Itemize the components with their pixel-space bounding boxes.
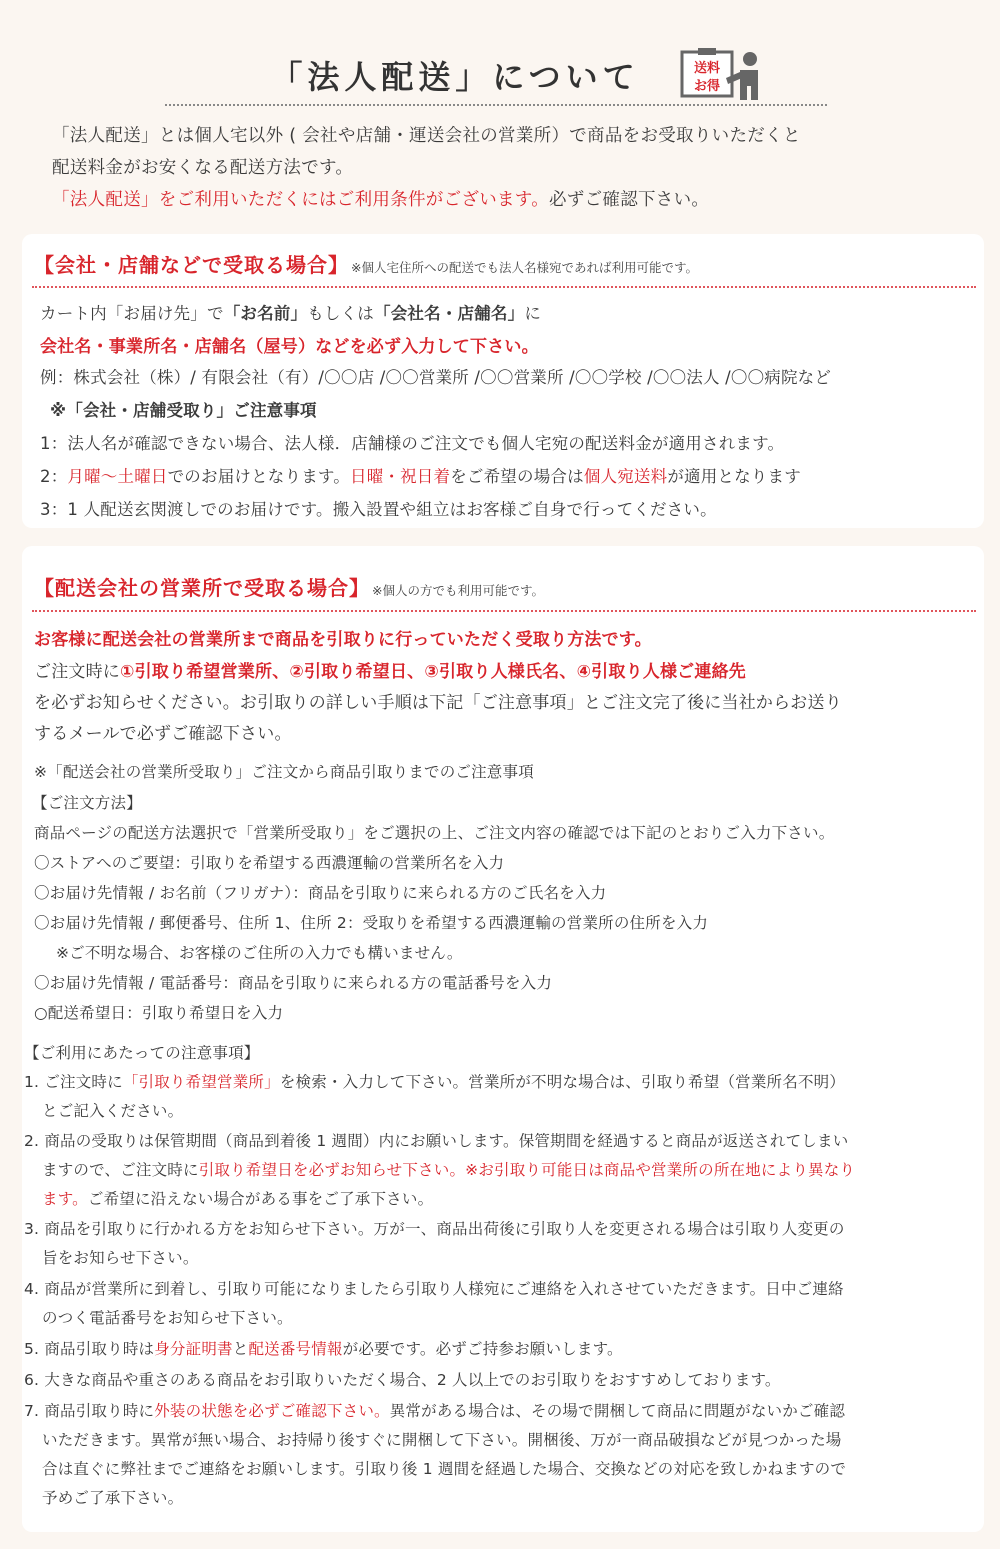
usage-note-2-cont bbox=[42, 1158, 855, 1180]
usage-note-2: 2. 商品の受取りは保管期間（商品到着後 1 週間）内にお願いします。保管期間を経過すると商品が返送されてしまい bbox=[24, 1132, 849, 1150]
company-store-section bbox=[22, 234, 984, 528]
company-field-label: 「会社名・店舗名」 bbox=[374, 304, 525, 323]
text: を検索・入力して下さい。営業所が不明な場合は、引取り希望（営業所名不明） bbox=[279, 1073, 846, 1091]
section-title: 【会社・店舗などで受取る場合】 bbox=[34, 253, 349, 277]
section-note: ※個人の方でも利用可能です。 bbox=[372, 583, 544, 598]
usage-note-1 bbox=[24, 1070, 845, 1092]
order-method-item: ○配送希望日：引取り希望日を入力 bbox=[34, 1004, 284, 1022]
text: でのお届けとなります。 bbox=[167, 467, 350, 486]
section-divider bbox=[32, 286, 976, 288]
usage-note-1-cont: とご記入ください。 bbox=[42, 1102, 184, 1120]
holiday-delivery: 日曜・祝日着 bbox=[350, 467, 451, 486]
usage-note-4-cont: のつく電話番号をお知らせ下さい。 bbox=[42, 1309, 293, 1327]
intro-confirm-text: 必ずご確認下さい。 bbox=[549, 190, 710, 210]
usage-note-5 bbox=[24, 1337, 623, 1359]
text: 7. 商品引取り時に bbox=[24, 1402, 155, 1420]
order-method-item: 〇お届け先情報 / 電話番号：商品を引取りに来られる方の電話番号を入力 bbox=[34, 974, 553, 992]
text: ご希望に沿えない場合がある事をご了承下さい。 bbox=[87, 1190, 434, 1208]
icon-text-top: 送料 bbox=[693, 61, 721, 76]
text: が適用となります bbox=[667, 467, 801, 486]
id-highlight: 身分証明書 bbox=[154, 1340, 233, 1358]
examples-line: 例：株式会社（株）/ 有限会社（有）/〇〇店 /〇〇営業所 /〇〇営業所 /〇〇学校 /〇〇法人 /〇〇病院など bbox=[40, 368, 832, 387]
usage-note-3-cont: 旨をお知らせ下さい。 bbox=[42, 1249, 199, 1267]
usage-note-7-cont: いただきます。異常が無い場合、お持帰り後すぐに開梱して下さい。開梱後、万が一商品破損などが見つかった場 bbox=[42, 1431, 842, 1449]
caution-heading: ※「会社・店舗受取り」ご注意事項 bbox=[50, 401, 317, 420]
usage-notes-heading: 【ご利用にあたっての注意事項】 bbox=[24, 1044, 260, 1062]
text: が必要です。必ずご持参お願いします。 bbox=[342, 1340, 623, 1358]
section-title: 【配送会社の営業所で受取る場合】 bbox=[34, 576, 370, 600]
section-heading bbox=[34, 572, 544, 601]
usage-note-2-cont bbox=[42, 1187, 433, 1209]
body-line: を必ずお知らせください。お引取りの詳しい手順は下記「ご注意事項」とご注文完了後に当社からお送り bbox=[34, 693, 842, 713]
page-title: 「法人配送」について bbox=[270, 58, 640, 96]
text: カート内「お届け先」で bbox=[40, 304, 224, 323]
caution-item-3: 3：1 人配送玄関渡しでのお届けです。搬入設置や組立はお客様ご自身で行ってください。 bbox=[40, 500, 717, 519]
usage-note-7-cont: 予めご了承下さい。 bbox=[42, 1489, 184, 1507]
text: ますので、ご注文時に bbox=[42, 1161, 199, 1179]
usage-note-7-cont: 合は直ぐに弊社までご連絡をお願いします。引取り後 1 週間を経過した場合、交換などの対応を致しかねますので bbox=[42, 1460, 847, 1478]
name-field-label: 「お名前」 bbox=[223, 304, 308, 323]
text: と bbox=[232, 1340, 249, 1358]
page-header bbox=[0, 0, 1000, 215]
shipping-discount-icon bbox=[680, 48, 762, 102]
intro-line-1: 「法人配送」とは個人宅以外 ( 会社や店舗・運送会社の営業所）で商品をお受取りいただくと bbox=[52, 126, 801, 146]
pickup-description: お客様に配送会社の営業所まで商品を引取りに行っていただく受取り方法です。 bbox=[34, 630, 652, 650]
text: 異常がある場合は、その場で開梱して商品に問題がないかご確認 bbox=[389, 1402, 846, 1420]
personal-fee: 個人宛送料 bbox=[583, 467, 668, 486]
section-note: ※個人宅住所への配送でも法人名様宛であれば利用可能です。 bbox=[351, 260, 698, 275]
packaging-highlight: 外装の状態を必ずご確認下さい。 bbox=[154, 1402, 390, 1420]
text: 1. ご注文時に bbox=[24, 1073, 123, 1091]
usage-note-7 bbox=[24, 1399, 845, 1421]
usage-note-3: 3. 商品を引取りに行かれる方をお知らせ下さい。万が一、商品出荷後に引取り人を変更される場合は引取り人変更の bbox=[24, 1220, 845, 1238]
caution-item-1: 1：法人名が確認できない場合、法人様．店舗様のご注文でも個人宅宛の配送料金が適用されます。 bbox=[40, 434, 785, 453]
notes-heading: ※「配送会社の営業所受取り」ご注文から商品引取りまでのご注意事項 bbox=[34, 763, 534, 781]
body-line: するメールで必ずご確認下さい。 bbox=[34, 724, 292, 744]
intro-conditions-notice: 「法人配送」をご利用いただくにはご利用条件がございます。 bbox=[52, 190, 549, 210]
order-method-line: 商品ページの配送方法選択で「営業所受取り」をご選択の上、ご注文内容の確認では下記のとおりご入力下さい。 bbox=[34, 824, 835, 842]
usage-note-4: 4. 商品が営業所に到着し、引取り可能になりましたら引取り人様宛にご連絡を入れさせていただきます。日中ご連絡 bbox=[24, 1280, 844, 1298]
order-method-heading: 【ご注文方法】 bbox=[32, 794, 142, 812]
text: ご注文時に bbox=[34, 662, 120, 682]
required-info-list: ①引取り希望営業所、②引取り希望日、③引取り人様氏名、④引取り人様ご連絡先 bbox=[120, 662, 746, 682]
depot-pickup-section bbox=[22, 546, 984, 1532]
pickup-date-highlight: 引取り希望日を必ずお知らせ下さい。※お引取り可能日は商品や営業所の所在地により異なり bbox=[198, 1161, 856, 1179]
order-method-note: ※ご不明な場合、お客様のご住所の入力でも構いません。 bbox=[56, 944, 463, 962]
text: 2： bbox=[40, 467, 68, 486]
delivery-days: 月曜〜土曜日 bbox=[67, 467, 168, 486]
section-heading bbox=[34, 249, 698, 278]
order-method-item: 〇ストアへのご要望：引取りを希望する西濃運輸の営業所名を入力 bbox=[34, 854, 505, 872]
required-input-notice: 会社名・事業所名・店舗名（屋号）などを必ず入力して下さい。 bbox=[40, 337, 539, 357]
order-method-item: 〇お届け先情報 / お名前（フリガナ）：商品を引取りに来られる方のご氏名を入力 bbox=[34, 884, 607, 902]
depot-highlight: 「引取り希望営業所」 bbox=[122, 1073, 280, 1091]
caution-item-2 bbox=[40, 463, 801, 487]
text: 5. 商品引取り時は bbox=[24, 1340, 155, 1358]
pickup-date-highlight: ます。 bbox=[42, 1190, 88, 1208]
order-method-item: 〇お届け先情報 / 郵便番号、住所 1、住所 2：受取りを希望する西濃運輸の営業所の住所を入力 bbox=[34, 914, 709, 932]
required-info-line bbox=[34, 657, 746, 682]
tracking-highlight: 配送番号情報 bbox=[248, 1340, 343, 1358]
section-divider bbox=[32, 610, 976, 612]
text: に bbox=[524, 304, 542, 323]
usage-note-6: 6. 大きな商品や重さのある商品をお引取りいただく場合、2 人以上でのお引取りをおすすめしております。 bbox=[24, 1371, 781, 1389]
intro-line-3 bbox=[52, 186, 709, 211]
text: をご希望の場合は bbox=[450, 467, 584, 486]
text: もしくは bbox=[307, 304, 375, 323]
cart-instruction bbox=[40, 300, 541, 324]
title-divider bbox=[165, 104, 827, 106]
icon-text-bottom: お得 bbox=[693, 79, 721, 94]
intro-line-2: 配送料金がお安くなる配送方法です。 bbox=[52, 158, 354, 178]
